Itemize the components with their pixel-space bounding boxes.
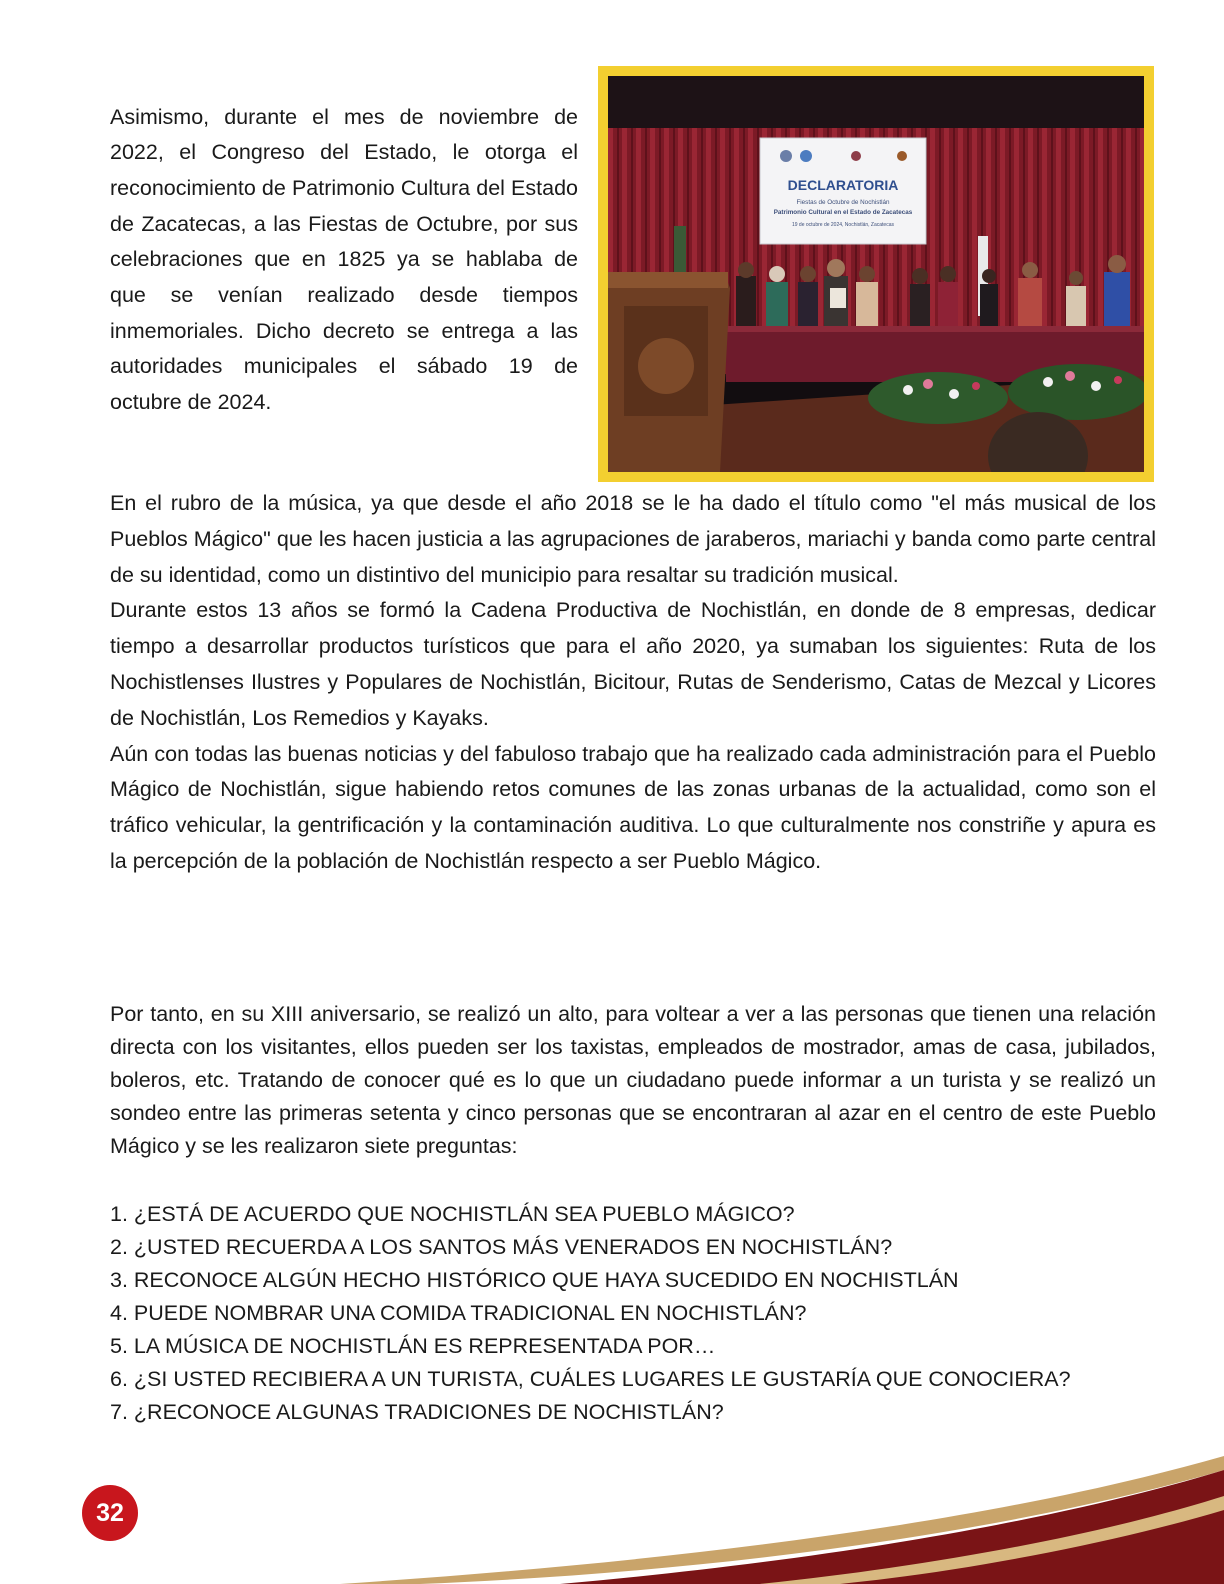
challenges-paragraph: Aún con todas las buenas noticias y del fabuloso trabajo que ha realizado cada administración para el Pueblo Mágico de Nochistlán, sigue habiendo retos comunes de las zonas urbanas de la actualidad, como son el tráfico vehicular, la gentrificación y la contaminación auditiva. Lo que culturalmente nos constriñe y apura es la percepción de la población de Nochistlán respecto a ser Pueblo Mágico. <box>110 741 1156 873</box>
ceremony-photo <box>598 66 1154 482</box>
main-text-block <box>110 486 1156 880</box>
question-item: 7. ¿RECONOCE ALGUNAS TRADICIONES DE NOCHISTLÁN? <box>110 1400 724 1424</box>
survey-intro-block <box>110 998 1156 1163</box>
banner-line-3: 19 de octubre de 2024, Nochistlán, Zacatecas <box>791 222 895 228</box>
question-item: 4. PUEDE NOMBRAR UNA COMIDA TRADICIONAL EN NOCHISTLÁN? <box>110 1301 807 1325</box>
music-paragraph: En el rubro de la música, ya que desde el año 2018 se le ha dado el título como "el más musical de los Pueblos Mágico" que les hacen justicia a las agrupaciones de jaraberos, mariachi y banda como parte central de su identidad, como un distintivo del municipio para resaltar su tradición musical. <box>110 491 1156 587</box>
banner-line-1: Fiestas de Octubre de Nochistlán <box>796 199 890 206</box>
productive-chain-paragraph: Durante estos 13 años se formó la Cadena Productiva de Nochistlán, en donde de 8 empresas, dedicar tiempo a desarrollar productos turísticos que para el año 2020, ya sumaban los siguientes: Ruta de los Nochistlenses Ilustres y Populares de Nochistlán, Bicitour, Rutas de Senderismo, Catas de Mezcal y Licores de Nochistlán, Los Remedios y Kayaks. <box>110 598 1156 730</box>
survey-paragraph: Por tanto, en su XIII aniversario, se realizó un alto, para voltear a ver a las personas que tienen una relación directa con los visitantes, ellos pueden ser los taxistas, empleados de mostrador, amas de casa, jubilados, boleros, etc. Tratando de conocer qué es lo que un ciudadano puede informar a un turista y se realizó un sondeo entre las primeras setenta y cinco personas que se encontraran al azar en el centro de este Pueblo Mágico y se les realizaron siete preguntas: <box>110 1002 1156 1158</box>
question-item: 5. LA MÚSICA DE NOCHISTLÁN ES REPRESENTADA POR… <box>110 1334 716 1358</box>
page-number-badge: 32 <box>82 1485 138 1541</box>
question-item: 2. ¿USTED RECUERDA A LOS SANTOS MÁS VENERADOS EN NOCHISTLÁN? <box>110 1235 893 1259</box>
intro-paragraph: Asimismo, durante el mes de noviembre de 2022, el Congreso del Estado, le otorga el reconocimiento de Patrimonio Cultura del Estado de Zacatecas, a las Fiestas de Octubre, por sus celebraciones que en 1825 ya se hablaba de que se venían realizado desde tiempos inmemoriales. Dicho decreto se entrega a las autoridades municipales el sábado 19 de octubre de 2024. <box>110 104 578 415</box>
declaration-banner <box>760 138 926 244</box>
question-item: 3. RECONOCE ALGÚN HECHO HISTÓRICO QUE HAYA SUCEDIDO EN NOCHISTLÁN <box>110 1268 959 1292</box>
question-item: 1. ¿ESTÁ DE ACUERDO QUE NOCHISTLÁN SEA PUEBLO MÁGICO? <box>110 1202 795 1226</box>
ceremony-photo-illustration <box>608 76 1144 472</box>
banner-title: DECLARATORIA <box>787 177 899 193</box>
survey-questions-list <box>110 1198 1156 1429</box>
question-item: 6. ¿SI USTED RECIBIERA A UN TURISTA, CUÁLES LUGARES LE GUSTARÍA QUE CONOCIERA? <box>110 1367 1071 1391</box>
banner-line-2: Patrimonio Cultural en el Estado de Zacatecas <box>773 209 913 216</box>
podium <box>608 272 730 472</box>
decorative-swoosh <box>0 1440 1224 1584</box>
